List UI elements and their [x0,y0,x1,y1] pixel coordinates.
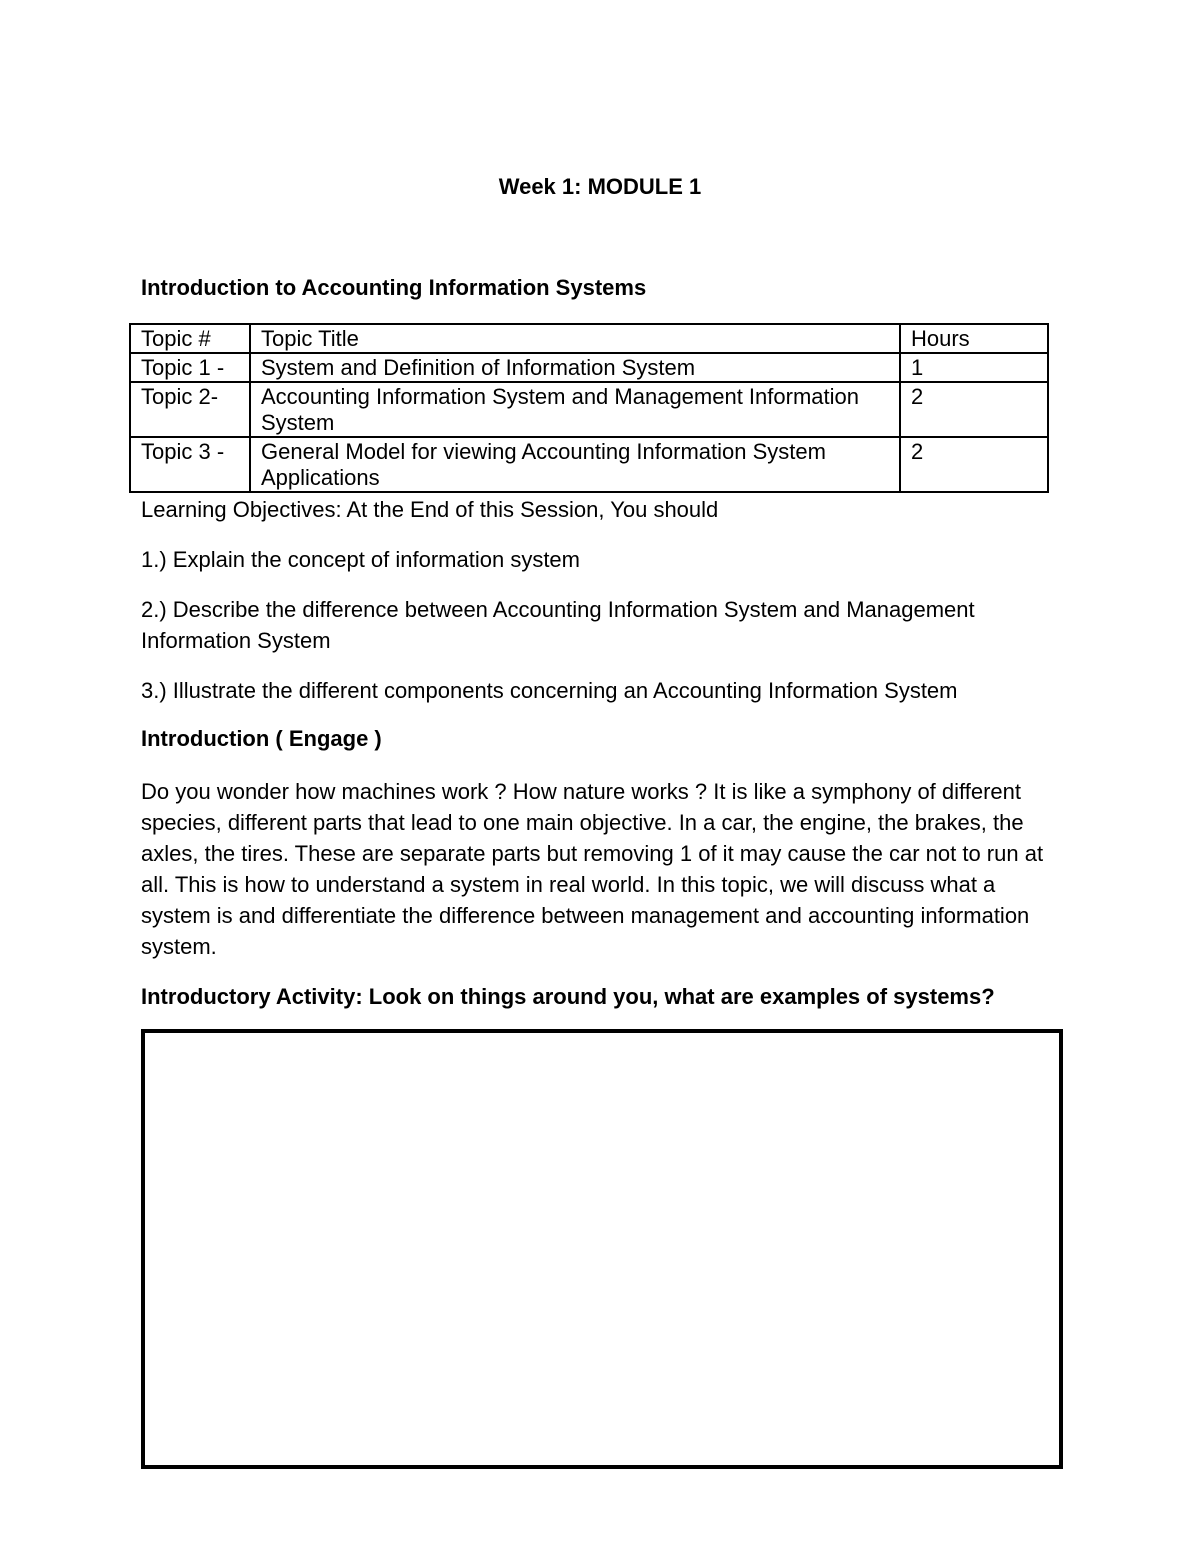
header-topic-number: Topic # [130,324,250,353]
table-row [130,382,1048,437]
topic-number-cell: Topic 3 - [130,437,250,492]
activity-answer-box[interactable] [141,1029,1063,1469]
page-heading: Week 1: MODULE 1 [498,174,702,199]
topic-number-cell: Topic 1 - [130,353,250,382]
introduction-paragraph: Do you wonder how machines work ? How nature works ? It is like a symphony of different species, different parts that lead to one main objective. In a car, the engine, the brakes, the axles, the tires. These are separate parts but removing 1 of it may cause the car not to run at all. This is how to understand a system in real world. In this topic, we will discuss what a system is and differentiate the difference between management and accounting information system. [141,779,1044,959]
objectives-intro: Learning Objectives: At the End of this Session, You should [141,497,719,522]
table-row [130,353,1048,382]
introduction-heading: Introduction ( Engage ) [141,726,382,751]
table-row [130,437,1048,492]
activity-heading: Introductory Activity: Look on things around you, what are examples of systems? [141,984,995,1009]
module-title: Introduction to Accounting Information Systems [141,275,647,300]
objective-item: 2.) Describe the difference between Accounting Information System and Management Information System [141,597,975,653]
topic-title-cell: System and Definition of Information System [250,353,900,382]
objective-item: 1.) Explain the concept of information system [141,547,580,572]
topic-table [129,323,1049,493]
topic-hours-cell: 2 [900,382,1048,437]
topic-number-cell: Topic 2- [130,382,250,437]
topic-hours-cell: 1 [900,353,1048,382]
header-topic-title: Topic Title [250,324,900,353]
topic-title-cell: General Model for viewing Accounting Information System Applications [250,437,900,492]
topic-hours-cell: 2 [900,437,1048,492]
learning-objectives [141,494,1061,725]
table-header-row [130,324,1048,353]
objective-item: 3.) Illustrate the different components concerning an Accounting Information System [141,678,958,703]
header-hours: Hours [900,324,1048,353]
topic-title-cell: Accounting Information System and Management Information System [250,382,900,437]
